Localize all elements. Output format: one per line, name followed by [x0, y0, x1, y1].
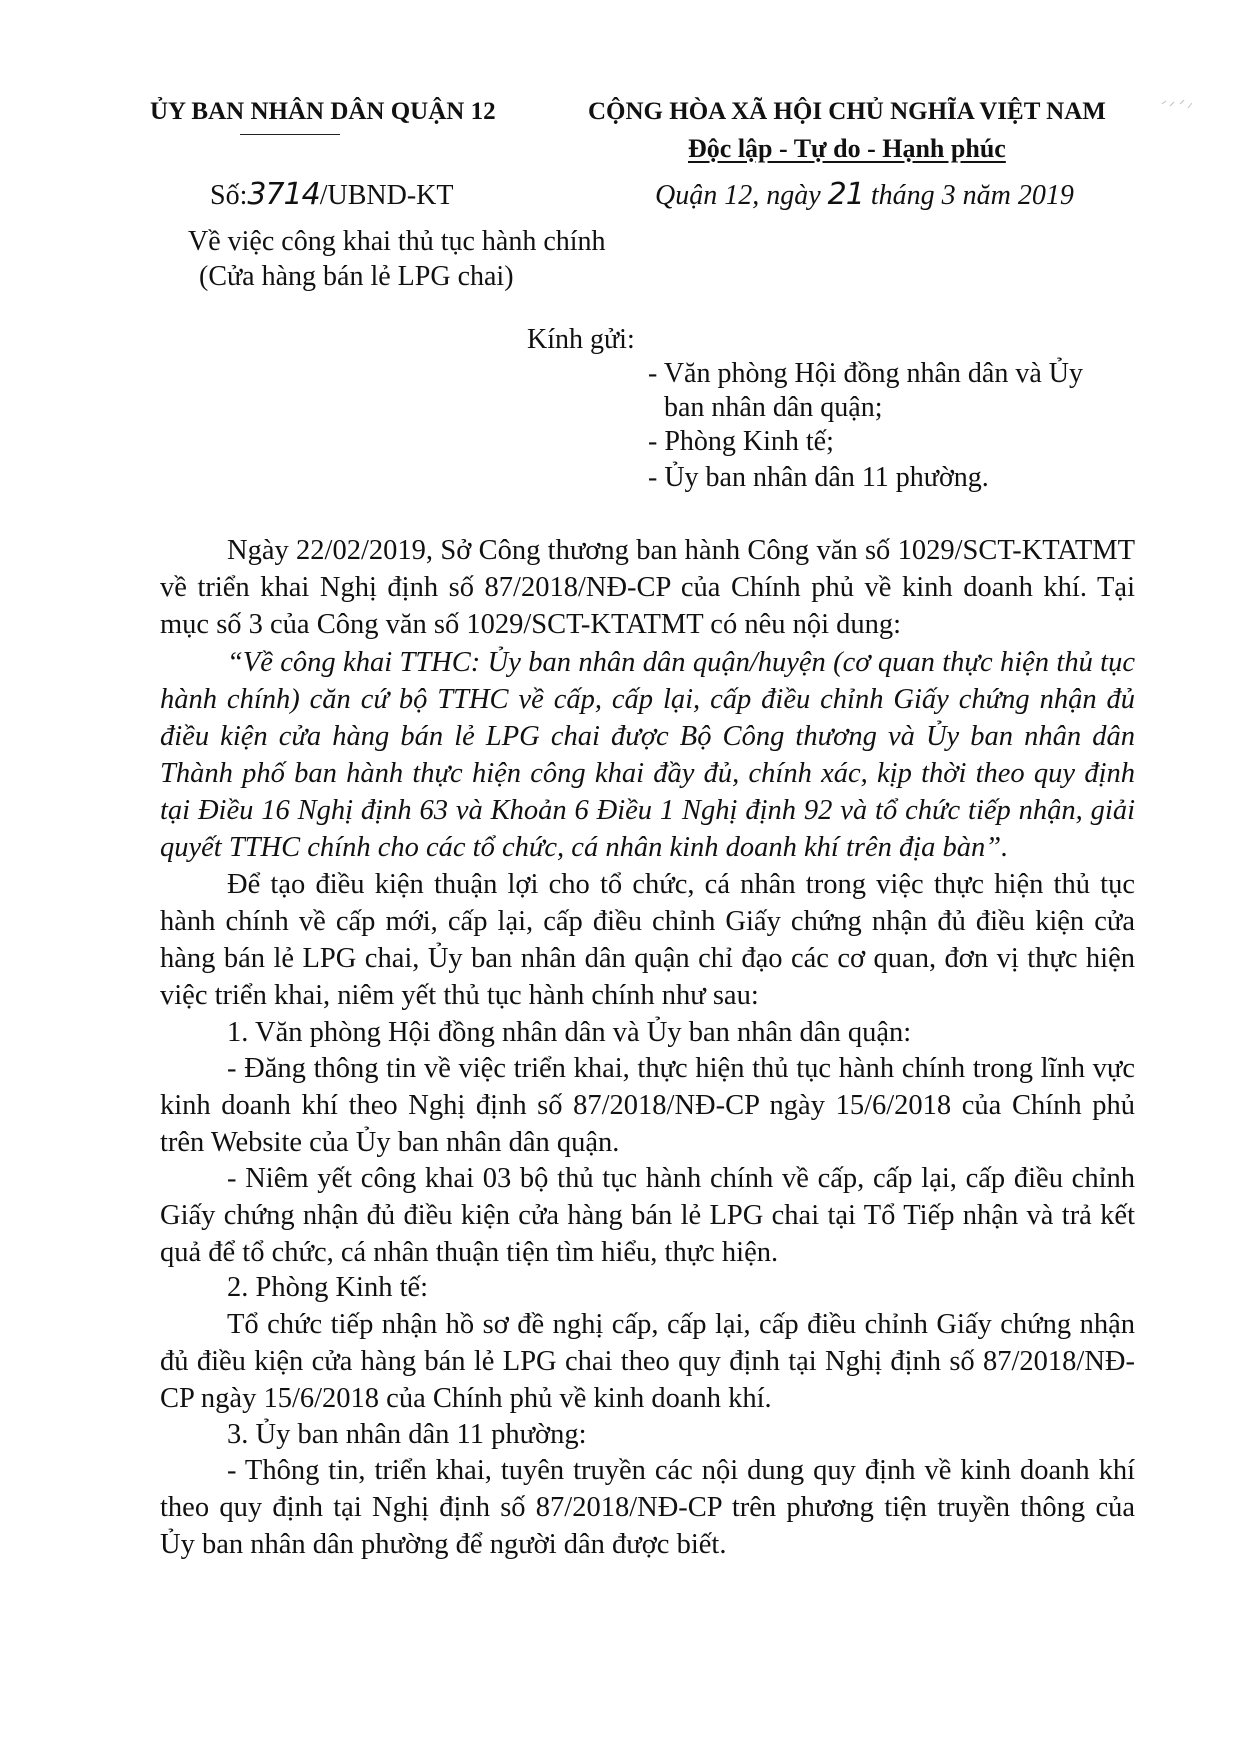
- paragraph-intro: Ngày 22/02/2019, Sở Công thương ban hành Công văn số 1029/SCT-KTATMT về triển khai Nghị định số 87/2018/NĐ-CP của Chính phủ về kinh doanh khí. Tại mục số 3 của Công văn số 1029/SCT-KTATMT có nêu nội dung:: [160, 535, 1135, 640]
- number-prefix: Số:: [210, 180, 248, 211]
- national-motto: Độc lập - Tự do - Hạnh phúc: [688, 134, 1006, 163]
- date-prefix: Quận 12, ngày: [655, 180, 821, 211]
- country-name: CỘNG HÒA XÃ HỘI CHỦ NGHĨA VIỆT NAM: [588, 98, 1106, 125]
- number-suffix: /UBND-KT: [319, 180, 454, 211]
- section-1-title: 1. Văn phòng Hội đồng nhân dân và Ủy ban nhân dân quận:: [227, 1017, 912, 1048]
- agency-underline: [240, 134, 340, 135]
- recipient-item: - Ủy ban nhân dân 11 phường.: [648, 462, 989, 493]
- section-3-item-1: - Thông tin, triển khai, tuyên truyền các nội dung quy định về kinh doanh khí theo quy định tại Nghị định số 87/2018/NĐ-CP trên phương tiện truyền thông của Ủy ban nhân dân phường để người dân được biết.: [160, 1455, 1135, 1560]
- issuing-agency: ỦY BAN NHÂN DÂN QUẬN 12: [150, 98, 496, 125]
- recipient-item: - Phòng Kinh tế;: [648, 426, 834, 457]
- section-1-item-2: - Niêm yết công khai 03 bộ thủ tục hành chính về cấp, cấp lại, cấp điều chỉnh Giấy chứng nhận đủ điều kiện cửa hàng bán lẻ LPG chai tại Tổ Tiếp nhận và trả kết quả để tổ chức, cá nhân thuận tiện tìm hiểu, thực hiện.: [160, 1163, 1135, 1268]
- date-suffix: tháng 3 năm 2019: [870, 180, 1074, 211]
- recipient-item: ban nhân dân quận;: [664, 392, 883, 423]
- handwritten-number: 3714: [247, 177, 320, 212]
- subject-line-1: Về việc công khai thủ tục hành chính: [188, 226, 606, 257]
- subject-line-2: (Cửa hàng bán lẻ LPG chai): [199, 261, 514, 292]
- section-3-title: 3. Ủy ban nhân dân 11 phường:: [227, 1419, 587, 1450]
- recipient-item: - Văn phòng Hội đồng nhân dân và Ủy: [648, 358, 1083, 389]
- section-2-item-1: Tổ chức tiếp nhận hồ sơ đề nghị cấp, cấp lại, cấp điều chỉnh Giấy chứng nhận đủ điều kiện cửa hàng bán lẻ LPG chai theo quy định tại Nghị định số 87/2018/NĐ-CP ngày 15/6/2018 của Chính phủ về kinh doanh khí.: [160, 1309, 1135, 1414]
- handwritten-day: 21: [827, 177, 864, 212]
- document-number: [210, 177, 453, 212]
- section-2-title: 2. Phòng Kinh tế:: [227, 1272, 429, 1303]
- paragraph-quote: “Về công khai TTHC: Ủy ban nhân dân quận/huyện (cơ quan thực hiện thủ tục hành chính) căn cứ bộ TTHC về cấp, cấp lại, cấp điều chỉnh Giấy chứng nhận đủ điều kiện cửa hàng bán lẻ LPG chai được Bộ Công thương và Ủy ban nhân dân Thành phố ban hành thực hiện công khai đầy đủ, chính xác, kịp thời theo quy định tại Điều 16 Nghị định 63 và Khoản 6 Điều 1 Nghị định 92 và tổ chức tiếp nhận, giải quyết TTHC chính cho các tổ chức, cá nhân kinh doanh khí trên địa bàn”.: [160, 647, 1135, 863]
- issue-date: [655, 177, 1074, 212]
- greeting: Kính gửi:: [527, 324, 635, 355]
- paragraph-directive: Để tạo điều kiện thuận lợi cho tổ chức, cá nhân trong việc thực hiện thủ tục hành chính về cấp mới, cấp lại, cấp điều chỉnh Giấy chứng nhận đủ điều kiện cửa hàng bán lẻ LPG chai, Ủy ban nhân dân quận chỉ đạo các cơ quan, đơn vị thực hiện việc triển khai, niêm yết thủ tục hành chính như sau:: [160, 869, 1135, 1011]
- margin-mark-icon: [1160, 98, 1194, 124]
- section-1-item-1: - Đăng thông tin về việc triển khai, thực hiện thủ tục hành chính trong lĩnh vực kinh doanh khí theo Nghị định số 87/2018/NĐ-CP ngày 15/6/2018 của Chính phủ trên Website của Ủy ban nhân dân quận.: [160, 1053, 1135, 1158]
